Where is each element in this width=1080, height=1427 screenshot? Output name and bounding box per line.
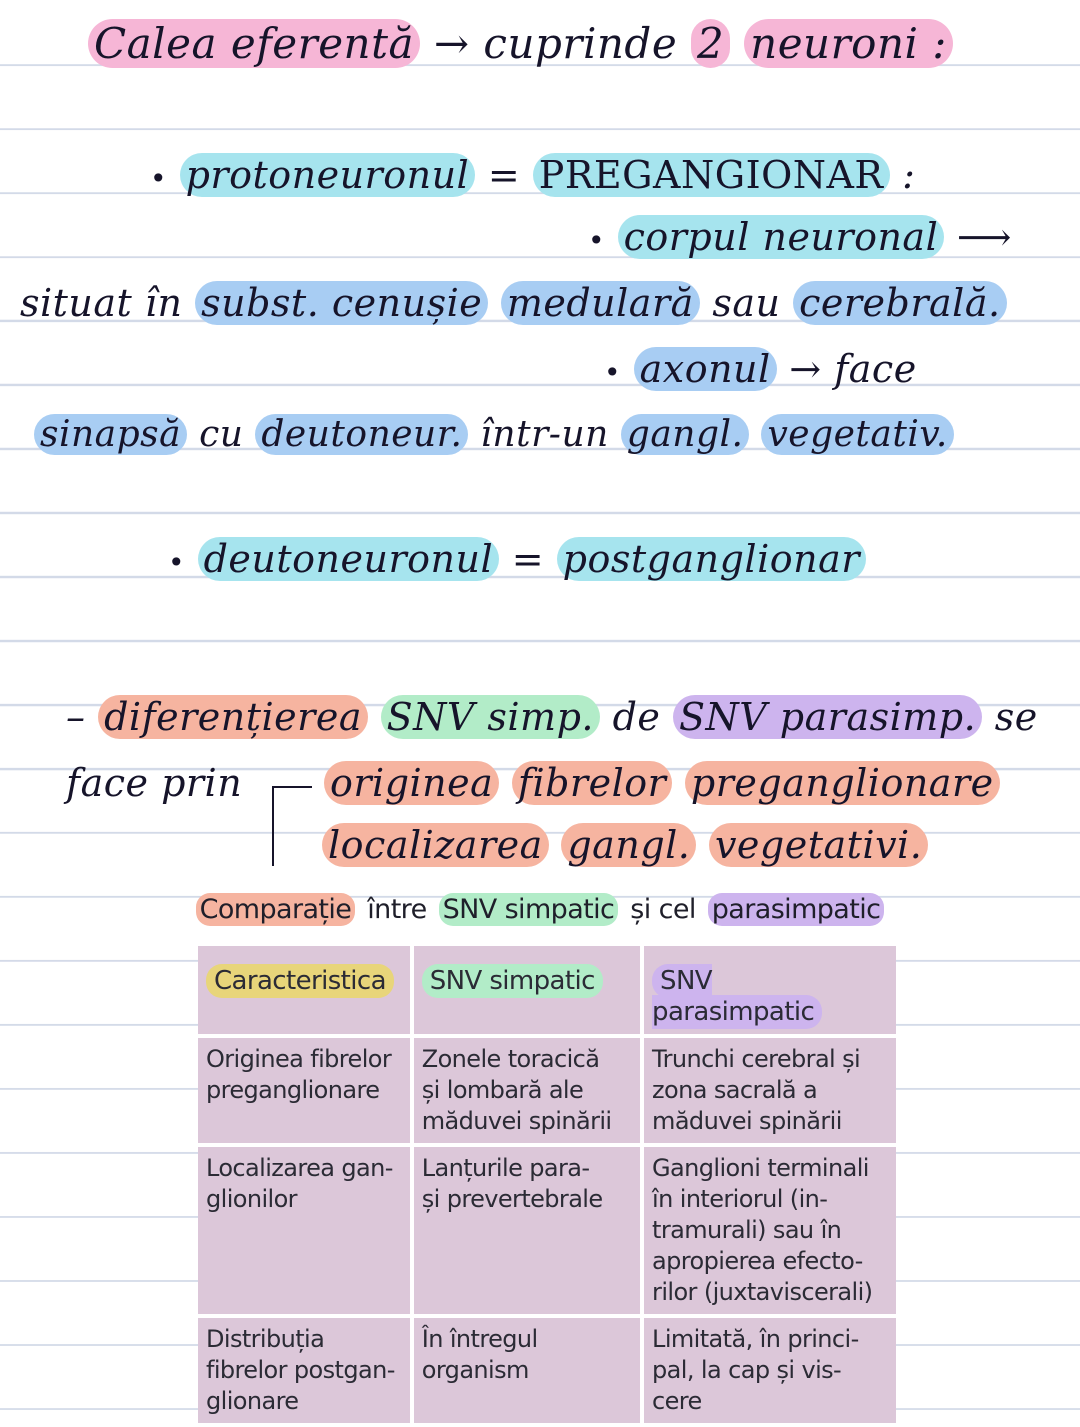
note-highlight: SNV parasimp. <box>673 695 982 739</box>
note-text: sau <box>712 281 781 325</box>
table-cell <box>414 1318 644 1427</box>
header-label: Caracteristica <box>206 964 394 998</box>
cell-text: Limitată, în princi- pal, la cap și vis- cere <box>652 1325 859 1415</box>
note-highlight: SNV simp. <box>381 695 600 739</box>
note-face-prin-line <box>66 760 242 808</box>
cell-text: Trunchi cerebral și zona sacrală a măduvei spinării <box>652 1045 861 1135</box>
table-cell <box>644 1147 896 1318</box>
caption-text: între <box>359 894 435 925</box>
note-situat-line <box>20 280 1007 328</box>
table-header-row <box>198 946 896 1038</box>
note-text: situat în <box>20 281 183 325</box>
note-highlight: vegetativi. <box>709 823 928 867</box>
note-text: face prin <box>66 761 243 805</box>
bullet: • <box>150 162 168 195</box>
note-text: = <box>487 153 521 197</box>
note-highlight: originea <box>324 761 499 805</box>
table-cell <box>414 1038 644 1147</box>
cell-text: Ganglioni terminali în interiorul (in- tramurali) sau în apropierea efecto- rilor (juxtaviscerali) <box>652 1154 873 1306</box>
table-row <box>198 1318 896 1427</box>
table-row <box>198 1147 896 1318</box>
note-highlight: gangl. <box>621 414 750 455</box>
note-text: : <box>902 153 916 197</box>
note-text: → cuprinde <box>433 19 678 68</box>
note-sinapsa-line <box>34 412 954 457</box>
table-cell <box>198 1038 414 1147</box>
note-highlight: corpul neuronal <box>618 215 945 259</box>
note-text: într-un <box>480 414 609 455</box>
bullet: • <box>604 356 622 389</box>
cell-text: Distribuția fibrelor postgan- glionare <box>206 1325 395 1415</box>
bullet: • <box>588 224 606 257</box>
note-highlight: cerebrală. <box>793 281 1006 325</box>
cell-text: Originea fibrelor preganglionare <box>206 1045 392 1104</box>
header-cell-characteristic <box>198 946 414 1038</box>
note-highlight: fibrelor <box>512 761 672 805</box>
note-title-line <box>88 18 953 71</box>
note-corpul-line <box>588 214 1012 262</box>
table-cell <box>644 1038 896 1147</box>
table-caption <box>0 894 1080 925</box>
note-text: de <box>612 695 661 739</box>
note-highlight: sinapsă <box>34 414 187 455</box>
table-cell <box>414 1147 644 1318</box>
brace-divider <box>272 786 296 866</box>
cell-text: Localizarea gan- glionilor <box>206 1154 393 1213</box>
note-highlight: medulară <box>501 281 700 325</box>
table-cell <box>644 1318 896 1427</box>
caption-text: și cel <box>622 894 704 925</box>
note-highlight: deutoneur. <box>255 414 468 455</box>
note-highlight: PREGANGIONAR <box>533 153 890 197</box>
table-cell <box>198 1318 414 1427</box>
note-highlight: axonul <box>634 347 777 391</box>
note-highlight: gangl. <box>561 823 696 867</box>
cell-text: Lanțurile para- și prevertebrale <box>421 1154 603 1213</box>
header-cell-parasympathetic <box>644 946 896 1038</box>
note-axonul-line <box>604 346 917 394</box>
arrow-icon: ⟶ <box>956 215 1012 259</box>
note-deutoneuron-line <box>168 536 866 584</box>
note-highlight: protoneuronul <box>180 153 476 197</box>
header-label: SNV simpatic <box>422 964 603 998</box>
note-highlight: preganglionare <box>685 761 1000 805</box>
table-cell <box>198 1147 414 1318</box>
note-protoneuron-line <box>150 152 915 200</box>
comparison-table <box>198 946 896 1427</box>
note-highlight: subst. cenușie <box>195 281 488 325</box>
note-highlight: deutoneuronul <box>198 537 500 581</box>
note-highlight: postganglionar <box>557 537 866 581</box>
header-label: SNV parasimpatic <box>652 964 822 1029</box>
note-text: → face <box>789 347 917 391</box>
note-highlight: diferențierea <box>98 695 368 739</box>
note-text: se <box>994 695 1038 739</box>
note-highlight: 2 <box>691 19 730 68</box>
note-highlight: neuroni : <box>744 19 953 68</box>
note-title: Calea eferentă <box>88 19 420 68</box>
note-originea-line <box>324 760 1000 808</box>
caption-highlight: SNV simpatic <box>439 893 619 926</box>
header-cell-sympathetic <box>414 946 644 1038</box>
cell-text: În întregul organism <box>421 1325 538 1384</box>
cell-text: Zonele toracică și lombară ale măduvei spinării <box>421 1045 612 1135</box>
note-text: – <box>66 695 86 739</box>
note-diferentierea-line <box>66 694 1038 742</box>
note-text: cu <box>199 414 244 455</box>
caption-highlight: Comparație <box>196 893 356 926</box>
table-row <box>198 1038 896 1147</box>
bullet: • <box>168 546 186 579</box>
note-localizarea-line <box>322 822 928 870</box>
note-highlight: vegetativ. <box>761 414 953 455</box>
note-text: = <box>511 537 545 581</box>
caption-highlight: parasimpatic <box>708 893 885 926</box>
note-highlight: localizarea <box>322 823 549 867</box>
